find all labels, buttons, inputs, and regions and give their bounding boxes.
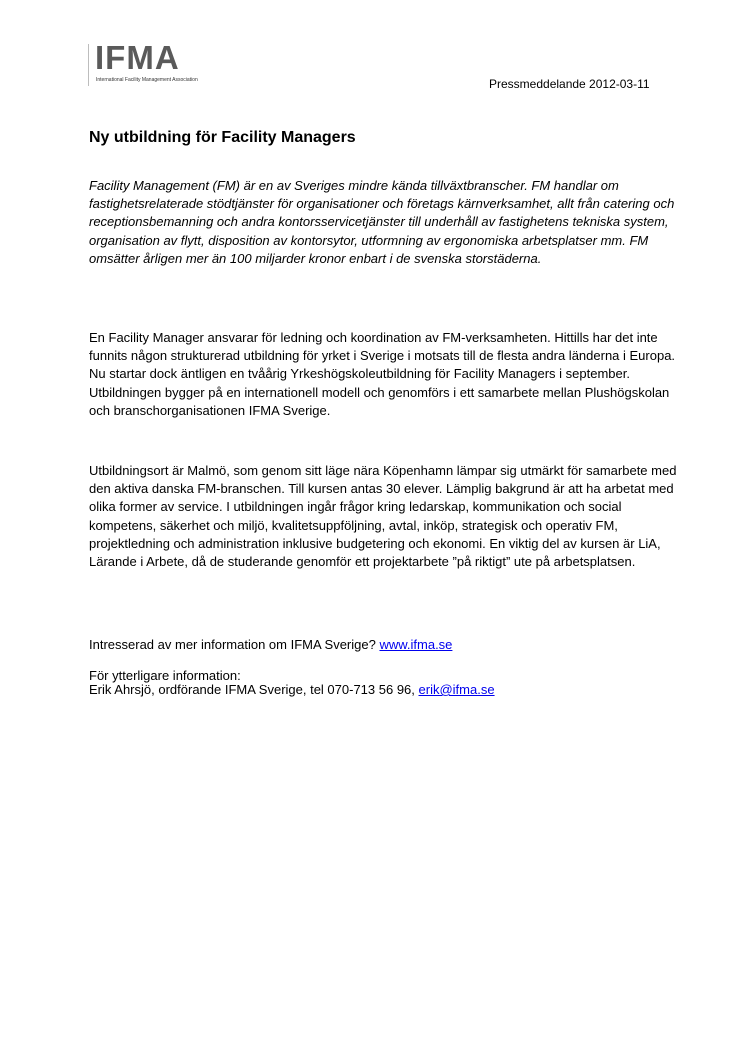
logo-wordmark: IFMA <box>95 39 180 76</box>
info-line <box>89 637 452 653</box>
info-text: Intresserad av mer information om IFMA Sverige? <box>89 637 380 652</box>
logo-divider <box>88 44 89 86</box>
contact-text: Erik Ahrsjö, ordförande IFMA Sverige, tel 070-713 56 96, <box>89 682 419 697</box>
contact-heading: För ytterligare information: <box>89 668 241 683</box>
body-paragraph-1: En Facility Manager ansvarar för ledning och koordination av FM-verksamheten. Hittills har det inte funnits någon strukturerad utbildning för yrket i Sverige i motsats till de flesta andra länderna i Europa. Nu startar dock äntligen en tvåårig Yrkeshögskoleutbildning för Facility Managers i september. Utbildningen bygger på en internationell modell och genomförs i ett samarbete mellan Plushögskolan och branschorganisationen IFMA Sverige. <box>89 330 676 418</box>
email-link[interactable]: erik@ifma.se <box>418 682 495 697</box>
ifma-logo <box>88 39 228 89</box>
website-link[interactable]: www.ifma.se <box>379 637 453 652</box>
logo-tagline: International Facility Management Association <box>96 77 198 83</box>
press-release-date: Pressmeddelande 2012-03-11 <box>489 77 650 91</box>
contact-block <box>89 669 495 697</box>
article-title: Ny utbildning för Facility Managers <box>89 129 356 146</box>
lead-paragraph: Facility Management (FM) är en av Sveriges mindre kända tillväxtbranscher. FM handlar om fastighetsrelaterade stödtjänster för organisationer och företags kärnverksamhet, allt från catering och receptionsbemanning och andra kontorsservicetjänster till underhåll av fastighetens tekniska system, organisation av flytt, disposition av kontorsytor, utformning av ergonomiska arbetsplatser mm. FM omsätter årligen mer än 100 miljarder kronor enbart i de svenska storstäderna. <box>89 178 675 266</box>
body-paragraph-2: Utbildningsort är Malmö, som genom sitt läge nära Köpenhamn lämpar sig utmärkt för samarbete med den aktiva danska FM-branschen. Till kursen antas 30 elever. Lämplig bakgrund är att ha arbetat med olika former av service. I utbildningen ingår frågor kring ledarskap, kommunikation och social kompetens, säkerhet och miljö, kvalitetsuppföljning, avtal, inköp, strategisk och operativ FM, projektledning och administration inklusive budgetering och ekonomi. En viktig del av kursen är LiA, Lärande i Arbete, då de studerande genomför ett projektarbete ”på riktigt” ute på arbetsplatsen. <box>89 463 677 570</box>
contact-line <box>89 683 495 697</box>
